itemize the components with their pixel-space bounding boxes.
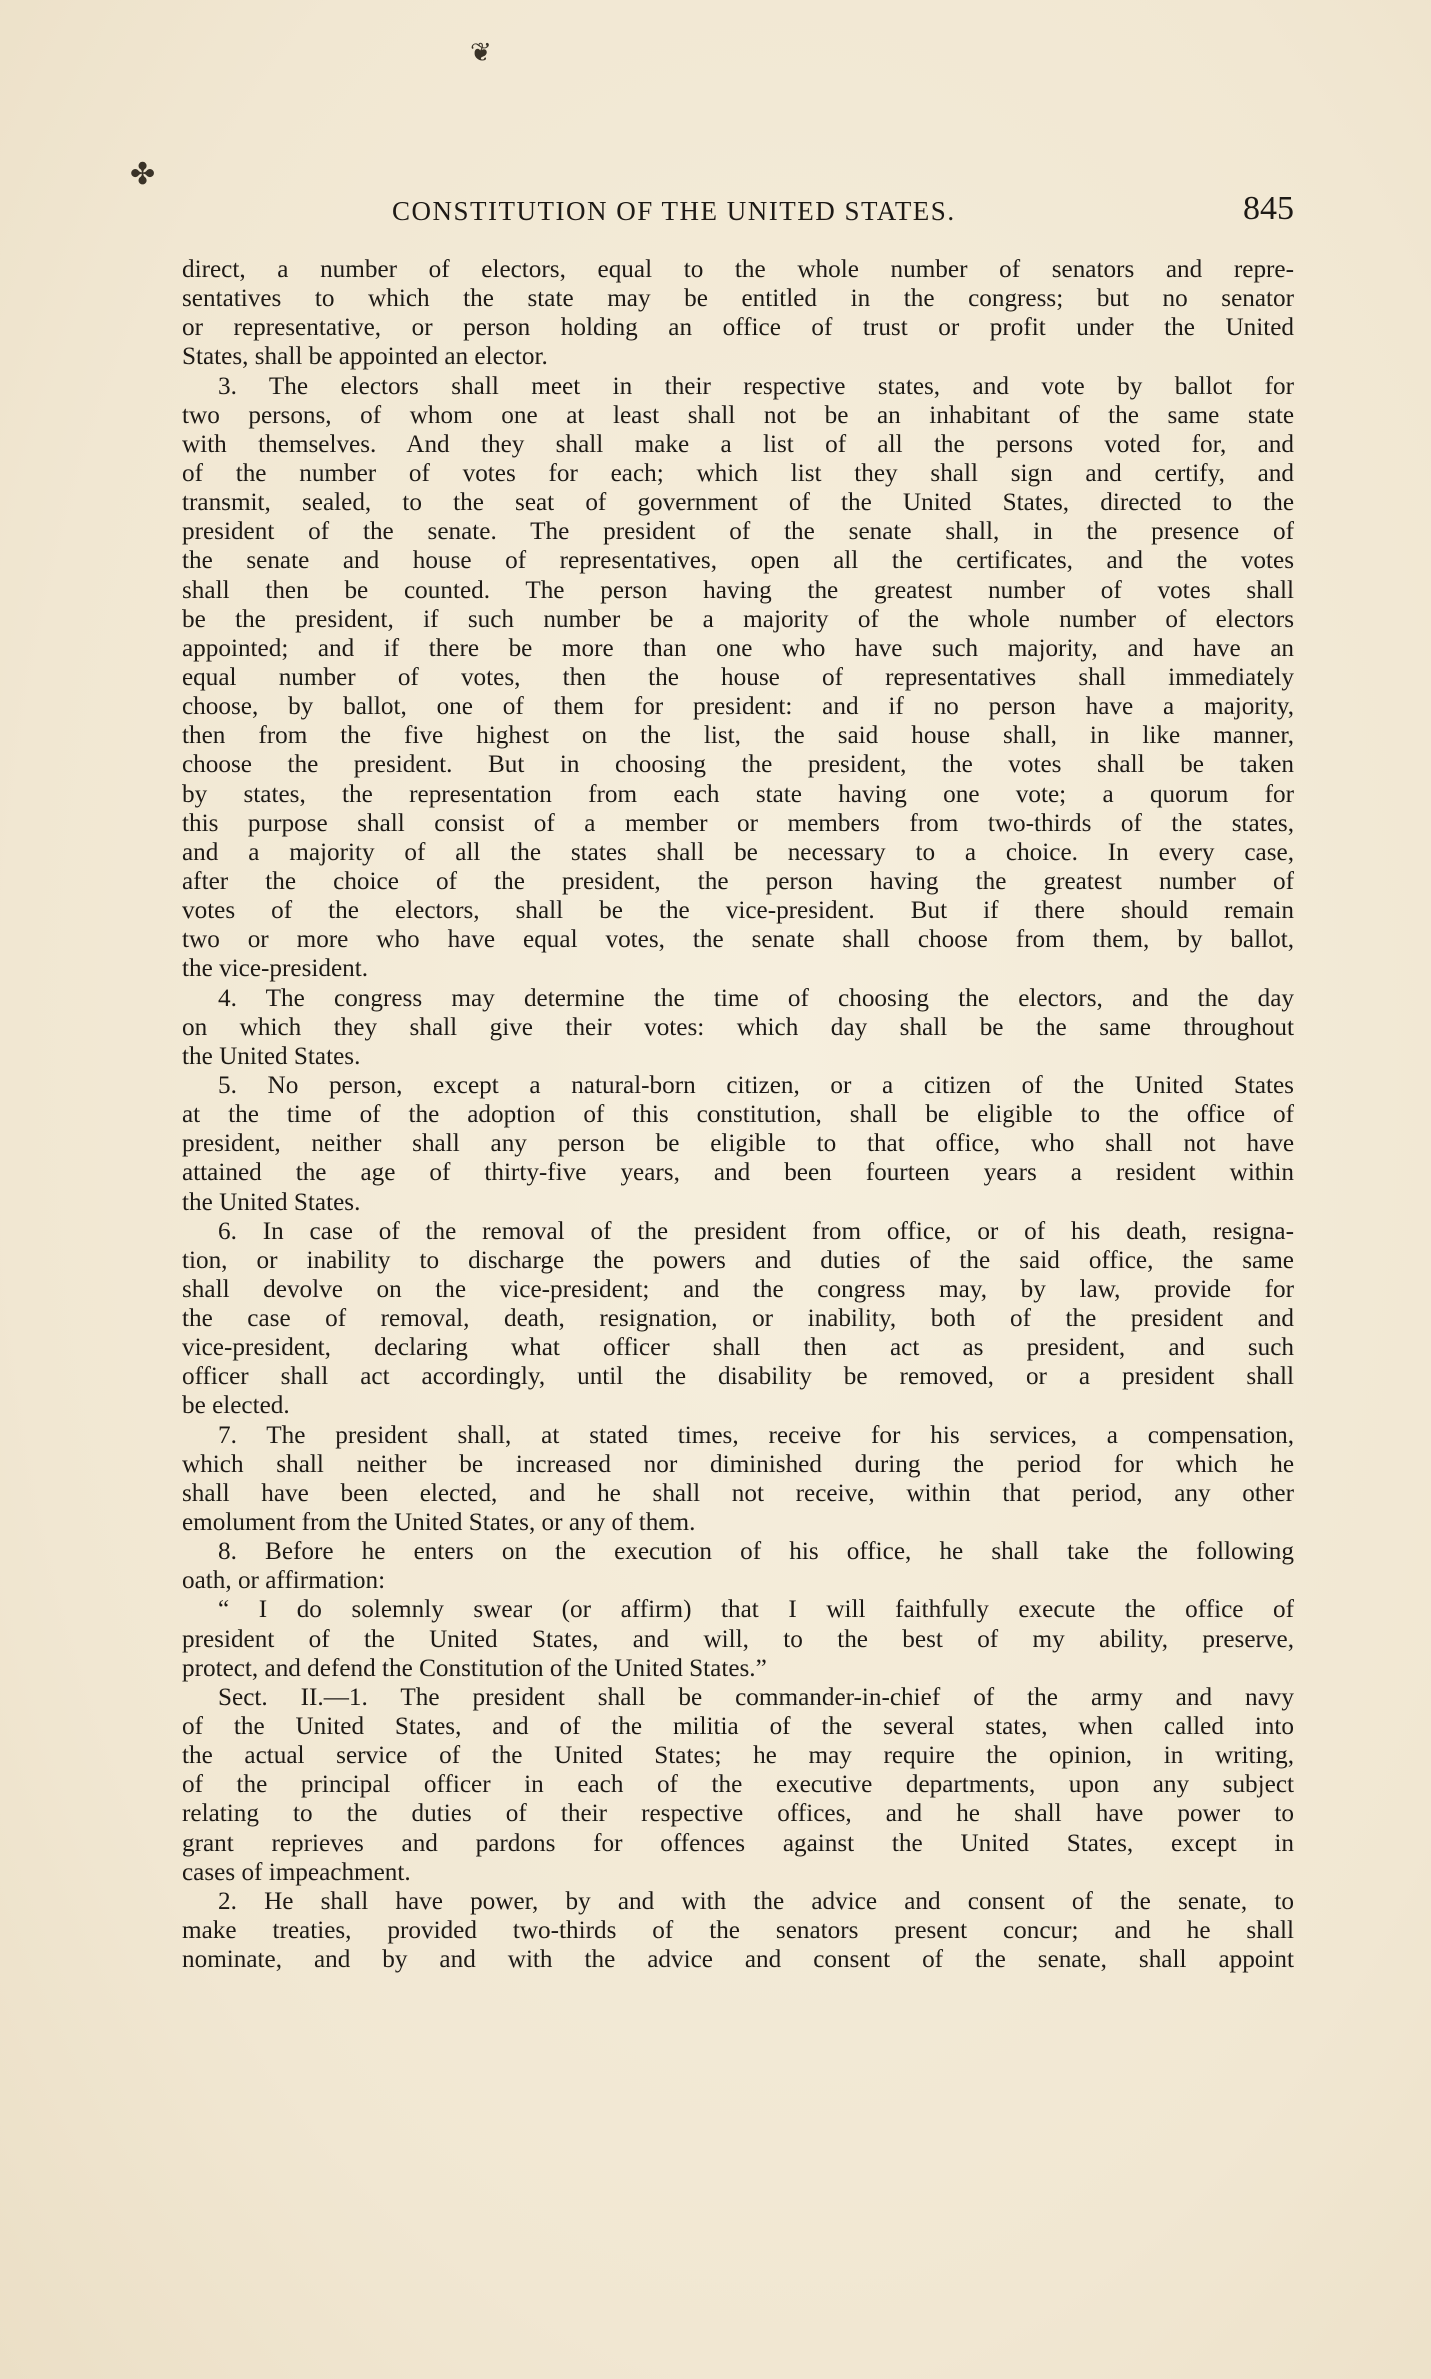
- text-line: after the choice of the president, the person having the greatest number of: [182, 867, 1294, 895]
- text-line: equal number of votes, then the house of representatives shall immediately: [182, 663, 1294, 691]
- text-line: 7. The president shall, at stated times, receive for his services, a compensation,: [218, 1421, 1294, 1449]
- text-line: on which they shall give their votes: which day shall be the same throughout: [182, 1013, 1294, 1041]
- text-line: 2. He shall have power, by and with the advice and consent of the senate, to: [218, 1887, 1294, 1915]
- text-line: relating to the duties of their respective offices, and he shall have power to: [182, 1800, 1294, 1828]
- text-line: of the principal officer in each of the executive departments, upon any subject: [182, 1771, 1294, 1799]
- margin-mark: ✤: [130, 158, 156, 191]
- text-line: appointed; and if there be more than one who have such majority, and have an: [182, 634, 1294, 662]
- text-line: the case of removal, death, resignation, or inability, both of the president and: [182, 1305, 1294, 1333]
- text-line: shall devolve on the vice-president; and the congress may, by law, provide for: [182, 1275, 1294, 1303]
- text-line: choose, by ballot, one of them for president: and if no person have a majority,: [182, 693, 1294, 721]
- page-number: 845: [1243, 190, 1294, 227]
- text-line: the actual service of the United States; he may require the opinion, in writing,: [182, 1742, 1294, 1770]
- text-line: shall then be counted. The person having the greatest number of votes shall: [182, 576, 1294, 604]
- text-line: “ I do solemnly swear (or affirm) that I will faithfully execute the office of: [218, 1596, 1294, 1624]
- text-line: of the number of votes for each; which list they shall sign and certify, and: [182, 459, 1294, 487]
- text-line: direct, a number of electors, equal to the whole number of senators and repre-: [182, 256, 1294, 283]
- text-line: grant reprieves and pardons for offences against the United States, except in: [182, 1829, 1294, 1857]
- page-header: [182, 190, 1294, 232]
- text-line: then from the five highest on the list, the said house shall, in like manner,: [182, 722, 1294, 750]
- running-title: CONSTITUTION OF THE UNITED STATES.: [392, 196, 956, 226]
- text-line: Sect. II.—1. The president shall be commander-in-chief of the army and navy: [218, 1683, 1294, 1711]
- text-line: oath, or affirmation:: [182, 1567, 386, 1595]
- text-line: States, shall be appointed an elector.: [182, 343, 548, 371]
- text-line: the vice-president.: [182, 955, 369, 983]
- text-line: 8. Before he enters on the execution of his office, he shall take the following: [218, 1538, 1294, 1566]
- text-line: or representative, or person holding an office of trust or profit under the United: [182, 314, 1294, 342]
- body-text: [182, 255, 1294, 1974]
- text-line: president of the United States, and will, to the best of my ability, preserve,: [182, 1625, 1294, 1653]
- text-line: by states, the representation from each state having one vote; a quorum for: [182, 780, 1294, 808]
- text-line: the senate and house of representatives, open all the certificates, and the votes: [182, 547, 1294, 575]
- text-line: tion, or inability to discharge the powers and duties of the said office, the same: [182, 1246, 1294, 1274]
- text-line: be elected.: [182, 1392, 290, 1420]
- text-line: two or more who have equal votes, the senate shall choose from them, by ballot,: [182, 926, 1294, 954]
- text-line: this purpose shall consist of a member or members from two-thirds of the states,: [182, 809, 1294, 837]
- text-line: the United States.: [182, 1042, 361, 1070]
- text-line: emolument from the United States, or any of them.: [182, 1509, 696, 1537]
- text-line: of the United States, and of the militia of the several states, when called into: [182, 1713, 1294, 1741]
- text-line: two persons, of whom one at least shall not be an inhabitant of the same state: [182, 401, 1294, 429]
- text-line: with themselves. And they shall make a list of all the persons voted for, and: [182, 430, 1294, 458]
- text-line: the United States.: [182, 1188, 361, 1216]
- ornament-mark: ❦: [470, 38, 492, 67]
- text-line: 6. In case of the removal of the president from office, or of his death, resigna-: [218, 1217, 1294, 1245]
- text-line: at the time of the adoption of this constitution, shall be eligible to the office of: [182, 1101, 1294, 1129]
- text-line: protect, and defend the Constitution of the United States.”: [182, 1654, 767, 1682]
- text-line: choose the president. But in choosing the president, the votes shall be taken: [182, 751, 1294, 779]
- text-line: which shall neither be increased nor diminished during the period for which he: [182, 1450, 1294, 1478]
- text-line: president, neither shall any person be eligible to that office, who shall not have: [182, 1130, 1294, 1158]
- text-line: votes of the electors, shall be the vice-president. But if there should remain: [182, 897, 1294, 925]
- text-line: and a majority of all the states shall be necessary to a choice. In every case,: [182, 838, 1294, 866]
- text-line: cases of impeachment.: [182, 1858, 411, 1886]
- text-line: attained the age of thirty-five years, and been fourteen years a resident within: [182, 1159, 1294, 1187]
- text-line: president of the senate. The president of the senate shall, in the presence of: [182, 518, 1294, 546]
- text-line: shall have been elected, and he shall not receive, within that period, any other: [182, 1479, 1294, 1507]
- text-line: 5. No person, except a natural-born citizen, or a citizen of the United States: [218, 1071, 1294, 1099]
- text-line: transmit, sealed, to the seat of government of the United States, directed to the: [182, 489, 1294, 517]
- text-line: nominate, and by and with the advice and consent of the senate, shall appoint: [182, 1946, 1294, 1974]
- text-line: 4. The congress may determine the time of choosing the electors, and the day: [218, 984, 1294, 1012]
- text-line: officer shall act accordingly, until the disability be removed, or a president shall: [182, 1363, 1294, 1391]
- text-line: vice-president, declaring what officer shall then act as president, and such: [182, 1334, 1294, 1362]
- text-line: be the president, if such number be a majority of the whole number of electors: [182, 605, 1294, 633]
- text-line: sentatives to which the state may be entitled in the congress; but no senator: [182, 285, 1294, 313]
- text-line: 3. The electors shall meet in their respective states, and vote by ballot for: [218, 372, 1294, 400]
- text-line: make treaties, provided two-thirds of the senators present concur; and he shall: [182, 1917, 1294, 1945]
